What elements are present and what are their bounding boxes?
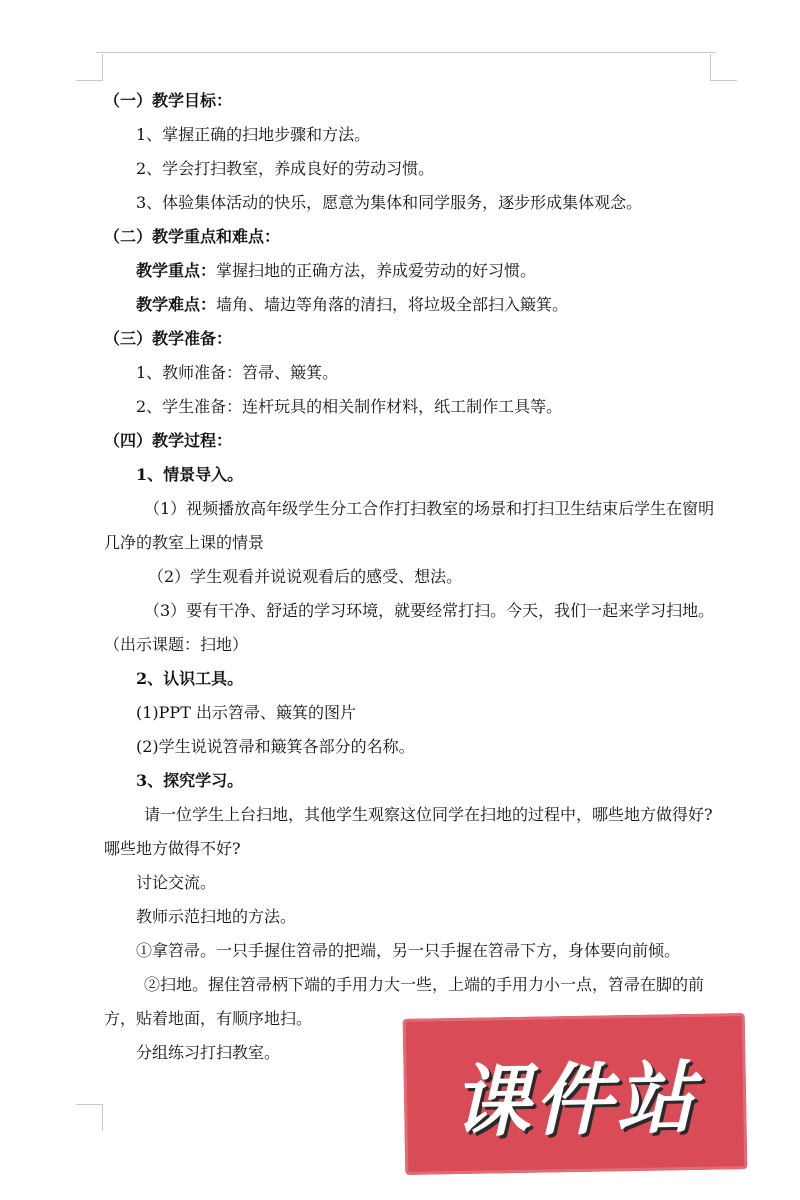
watermark-stamp: [403, 1013, 748, 1175]
process-step-3-paragraph-4: ①拿笤帚。一只手握住笤帚的把端，另一只手握在笤帚下方，身体要向前倾。: [136, 941, 681, 960]
objective-item-1: 1、掌握正确的扫地步骤和方法。: [136, 125, 371, 144]
key-point: [104, 254, 716, 288]
process-step-3-paragraph-6: 分组练习打扫教室。: [136, 1043, 281, 1062]
page-corner-mark-bottom-left: [76, 1104, 103, 1131]
process-step-2-paragraph-1: (1)PPT 出示笤帚、簸箕的图片: [136, 703, 356, 722]
section-1-heading: （一）教学目标：: [104, 91, 233, 110]
watermark-text: 课件站: [451, 1053, 699, 1149]
preparation-item-1: 1、教师准备：笤帚、簸箕。: [136, 363, 339, 382]
process-step-1-heading: 1、情景导入。: [136, 465, 244, 484]
section-2-heading: （二）教学重点和难点：: [104, 227, 281, 246]
section-4-heading: （四）教学过程：: [104, 431, 233, 450]
difficulty-text: 墙角、墙边等角落的清扫，将垃圾全部扫入簸箕。: [216, 295, 569, 314]
objective-item-2: 2、学会打扫教室，养成良好的劳动习惯。: [136, 159, 435, 178]
process-step-3-paragraph-3: 教师示范扫地的方法。: [136, 907, 297, 926]
difficulty-point: [104, 288, 716, 322]
section-3-heading: （三）教学准备：: [104, 329, 233, 348]
difficulty-label: 教学难点：: [136, 295, 217, 314]
page-top-rule: [96, 52, 716, 53]
preparation-item-2: 2、学生准备：连杆玩具的相关制作材料，纸工制作工具等。: [136, 397, 563, 416]
process-step-3-paragraph-5: ②扫地。握住笤帚柄下端的手用力大一些，上端的手用力小一点，笤帚在脚的前方，贴着地面，有顺序地扫。: [104, 975, 705, 1028]
objective-item-3: 3、体验集体活动的快乐，愿意为集体和同学服务，逐步形成集体观念。: [136, 193, 643, 212]
document-body: [104, 84, 716, 1070]
process-step-1-paragraph-2: （2）学生观看并说说观看后的感受、想法。: [148, 567, 463, 586]
page-corner-mark-top-right: [710, 54, 737, 81]
process-step-3-paragraph-2: 讨论交流。: [136, 873, 217, 892]
process-step-2-heading: 2、认识工具。: [136, 669, 244, 688]
process-step-1-paragraph-1: （1）视频播放高年级学生分工合作打扫教室的场景和打扫卫生结束后学生在窗明几净的教室上课的情景: [104, 499, 715, 552]
page-corner-mark-top-left: [76, 54, 103, 81]
process-step-3-heading: 3、探究学习。: [136, 771, 244, 790]
process-step-3-paragraph-1: 请一位学生上台扫地，其他学生观察这位同学在扫地的过程中，哪些地方做得好?哪些地方做得不好?: [104, 805, 713, 858]
key-point-text: 掌握扫地的正确方法，养成爱劳动的好习惯。: [216, 261, 537, 280]
process-step-2-paragraph-2: (2)学生说说笤帚和簸箕各部分的名称。: [136, 737, 415, 756]
process-step-1-paragraph-3: （3）要有干净、舒适的学习环境，就要经常打扫。今天，我们一起来学习扫地。（出示课题：扫地）: [104, 601, 715, 654]
key-point-label: 教学重点：: [136, 261, 217, 280]
